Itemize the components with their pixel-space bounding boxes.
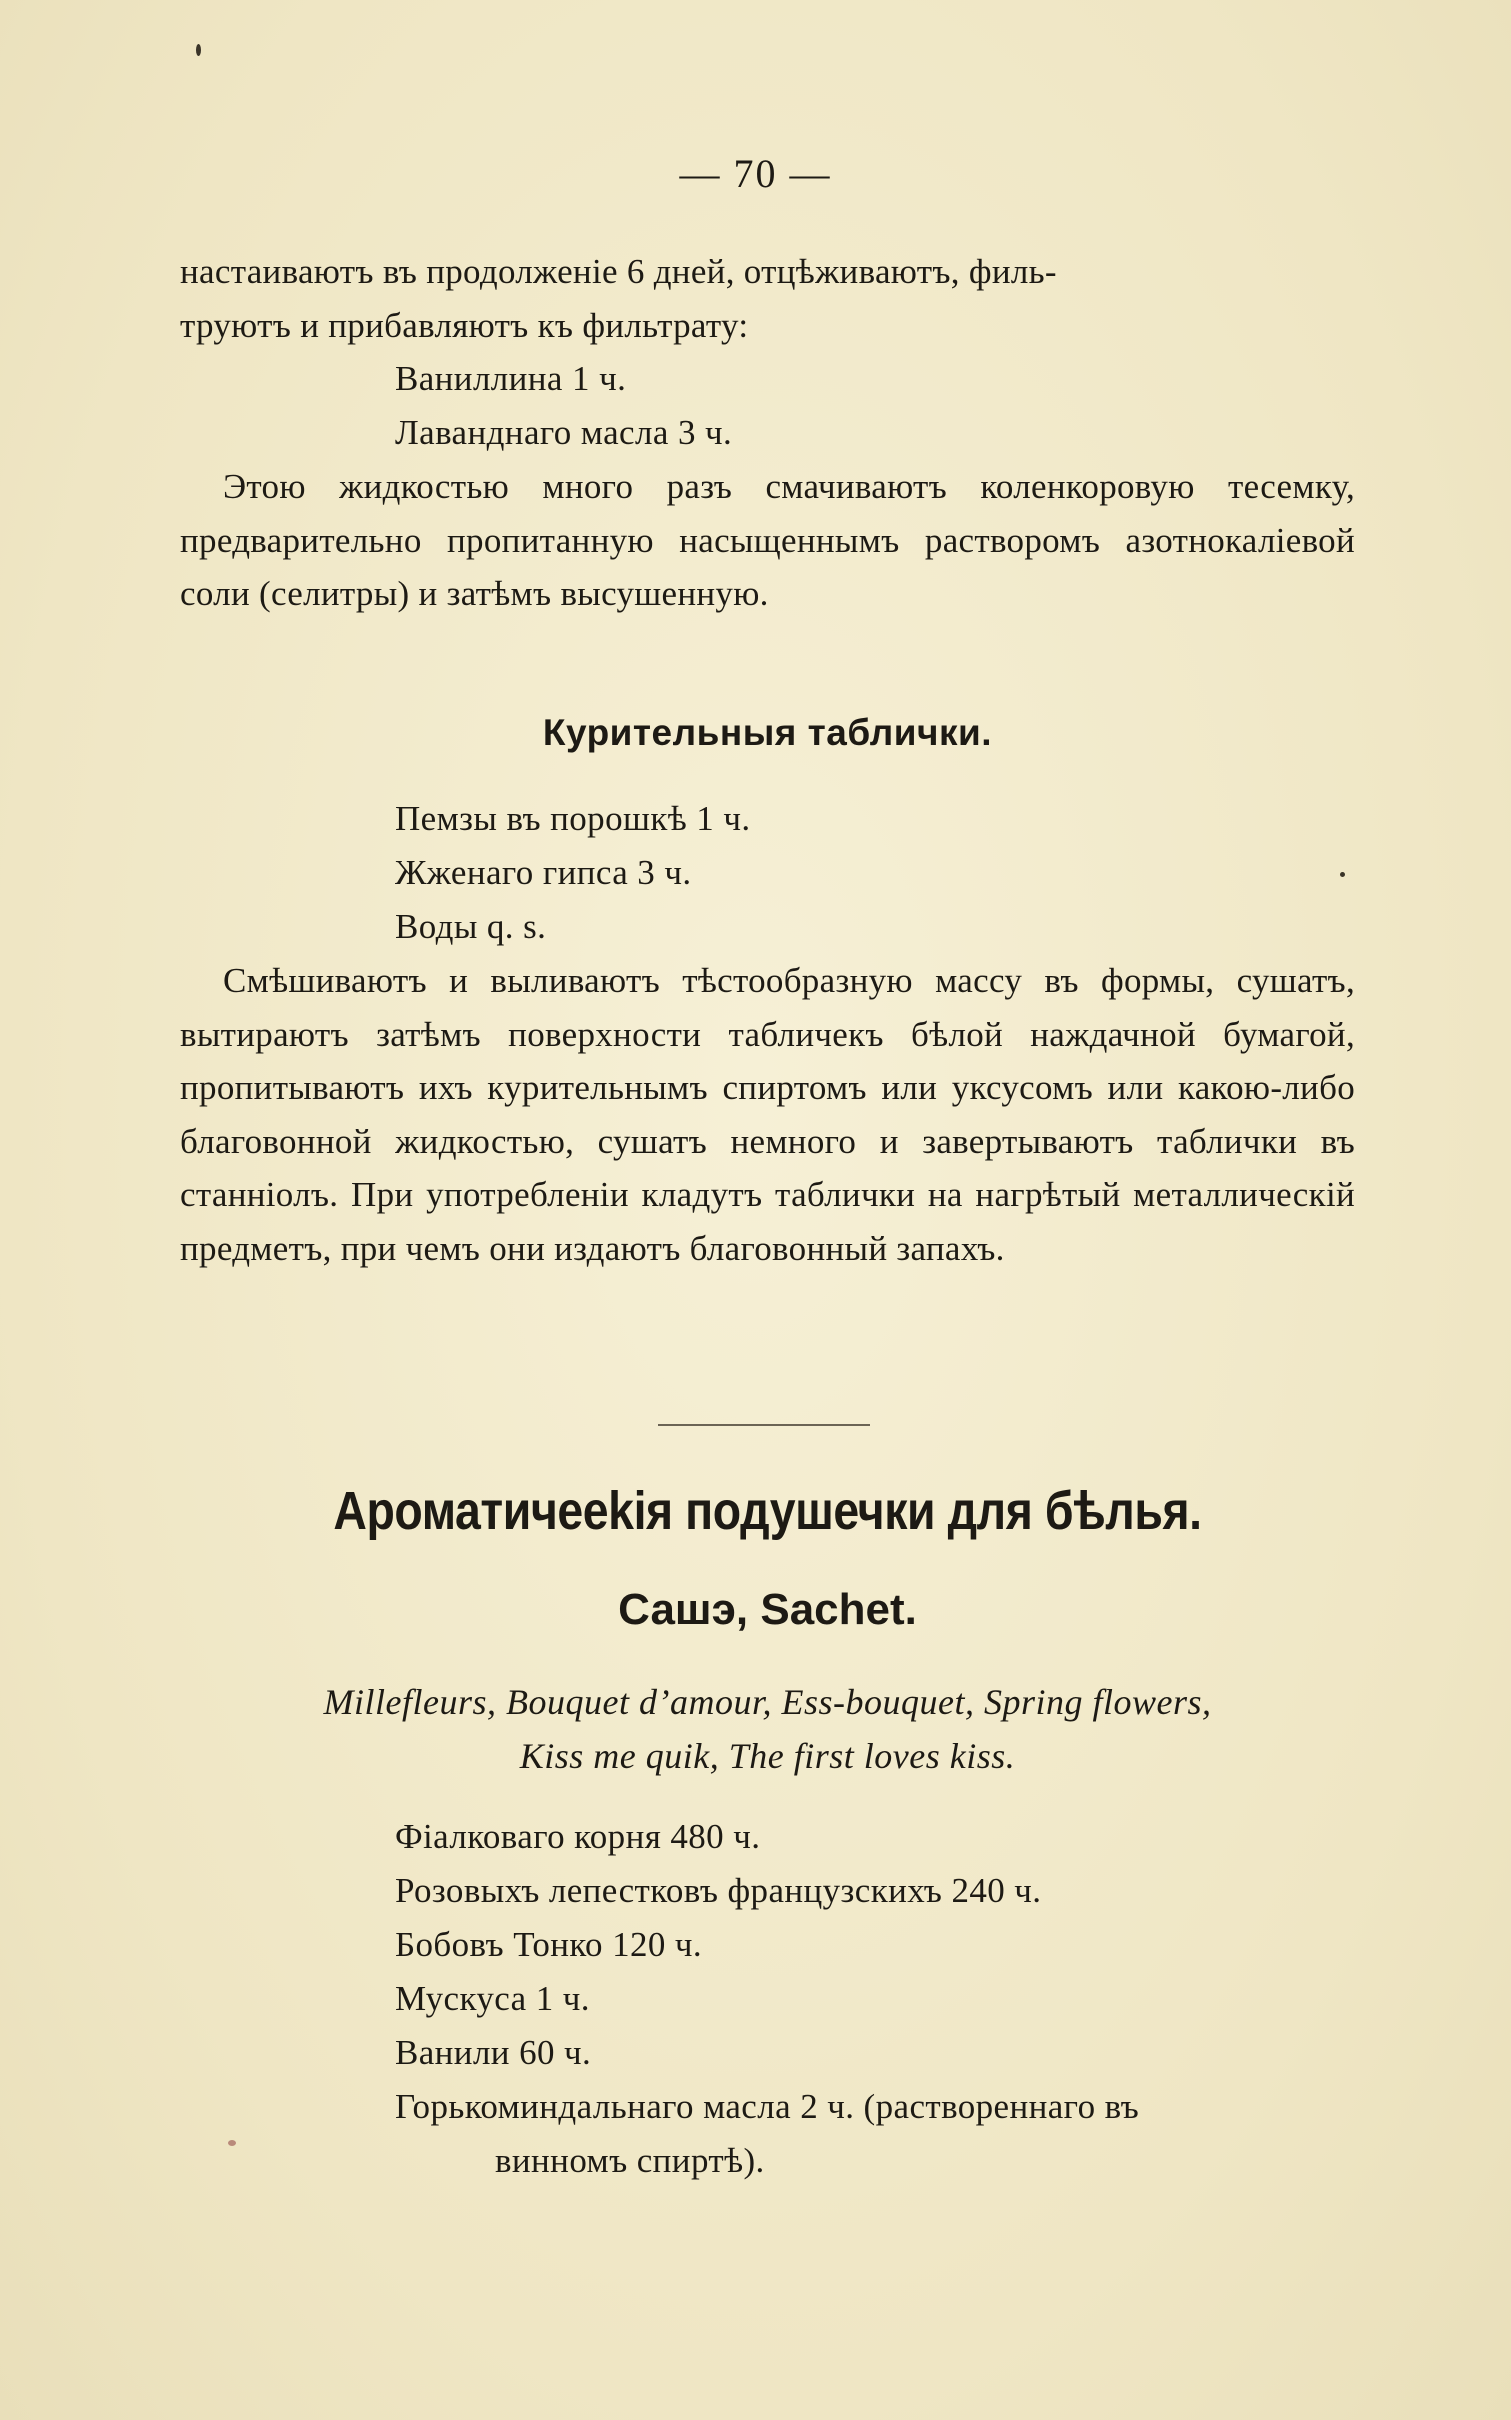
recipe-item: Пемзы въ порошкѣ 1 ч. — [395, 799, 751, 838]
section-divider — [658, 1424, 870, 1426]
recipe-list — [180, 352, 1355, 460]
section-heading: Курительныя таблички. — [542, 712, 993, 753]
text-line: труютъ и прибавляютъ къ фильтрату: — [180, 305, 749, 345]
section-incense-body — [180, 792, 1355, 1275]
section-subheading: Сашэ, Sachet. — [618, 1585, 917, 1634]
ink-speck — [1340, 872, 1345, 877]
paragraph: Этою жидкостью много разъ смачиваютъ коленкоровую тесемку, предварительно пропитанную насыщеннымъ растворомъ азотнокаліевой соли (селитры) и затѣмъ высушенную. — [180, 467, 1355, 613]
recipe-item: Лаванднаго масла 3 ч. — [395, 413, 733, 452]
paragraph: Смѣшиваютъ и выливаютъ тѣстообразную массу въ формы, сушатъ, вытираютъ затѣмъ поверхности табличекъ бѣлой наждачной бумагой, пропитываютъ ихъ курительнымъ спиртомъ или уксусомъ или какою-либо благовонной жидкостью, сушатъ немного и завертываютъ таблички въ станніолъ. При употребленіи кладутъ таблички на нагрѣтый металлическій предметъ, при чемъ они издаютъ благовонный запахъ. — [180, 961, 1355, 1268]
recipe-item-continuation: винномъ спиртѣ). — [495, 2141, 765, 2180]
ink-speck — [196, 44, 201, 56]
recipe-item: Фіалковаго корня 480 ч. — [395, 1817, 761, 1856]
section-sachets — [180, 1480, 1355, 1542]
sachet-names — [180, 1675, 1355, 1783]
recipe-list — [180, 792, 1355, 954]
recipe-item: Горькоминдальнаго масла 2 ч. (раствореннаго въ — [395, 2087, 1140, 2126]
recipe-item: Мускуса 1 ч. — [395, 1979, 590, 2018]
recipe-item: Воды q. s. — [395, 907, 547, 946]
section-sachets-sub — [180, 1585, 1355, 1635]
recipe-item: Жженаго гипса 3 ч. — [395, 853, 692, 892]
names-line: Kiss me quik, The first loves kiss. — [519, 1736, 1016, 1776]
chapter-title: Ароматичееkія подушечки для бѣлья. — [333, 1481, 1202, 1541]
names-line: Millefleurs, Bouquet d’amour, Ess-bouquet, Spring flowers, — [323, 1682, 1212, 1722]
ink-speck — [228, 2140, 236, 2146]
text-line: настаиваютъ въ продолженіе 6 дней, отцѣживаютъ, филь- — [180, 252, 1057, 291]
recipe-item: Ваниллина 1 ч. — [395, 359, 627, 398]
section-continuation — [180, 245, 1355, 621]
recipe-list — [180, 1810, 1355, 2188]
recipe-item: Бобовъ Тонко 120 ч. — [395, 1925, 703, 1964]
sachet-recipe — [180, 1810, 1355, 2188]
recipe-item: Ванили 60 ч. — [395, 2033, 592, 2072]
page-number: — 70 — — [679, 151, 832, 196]
section-incense-tablets — [180, 712, 1355, 754]
recipe-item: Розовыхъ лепестковъ французскихъ 240 ч. — [395, 1871, 1042, 1910]
